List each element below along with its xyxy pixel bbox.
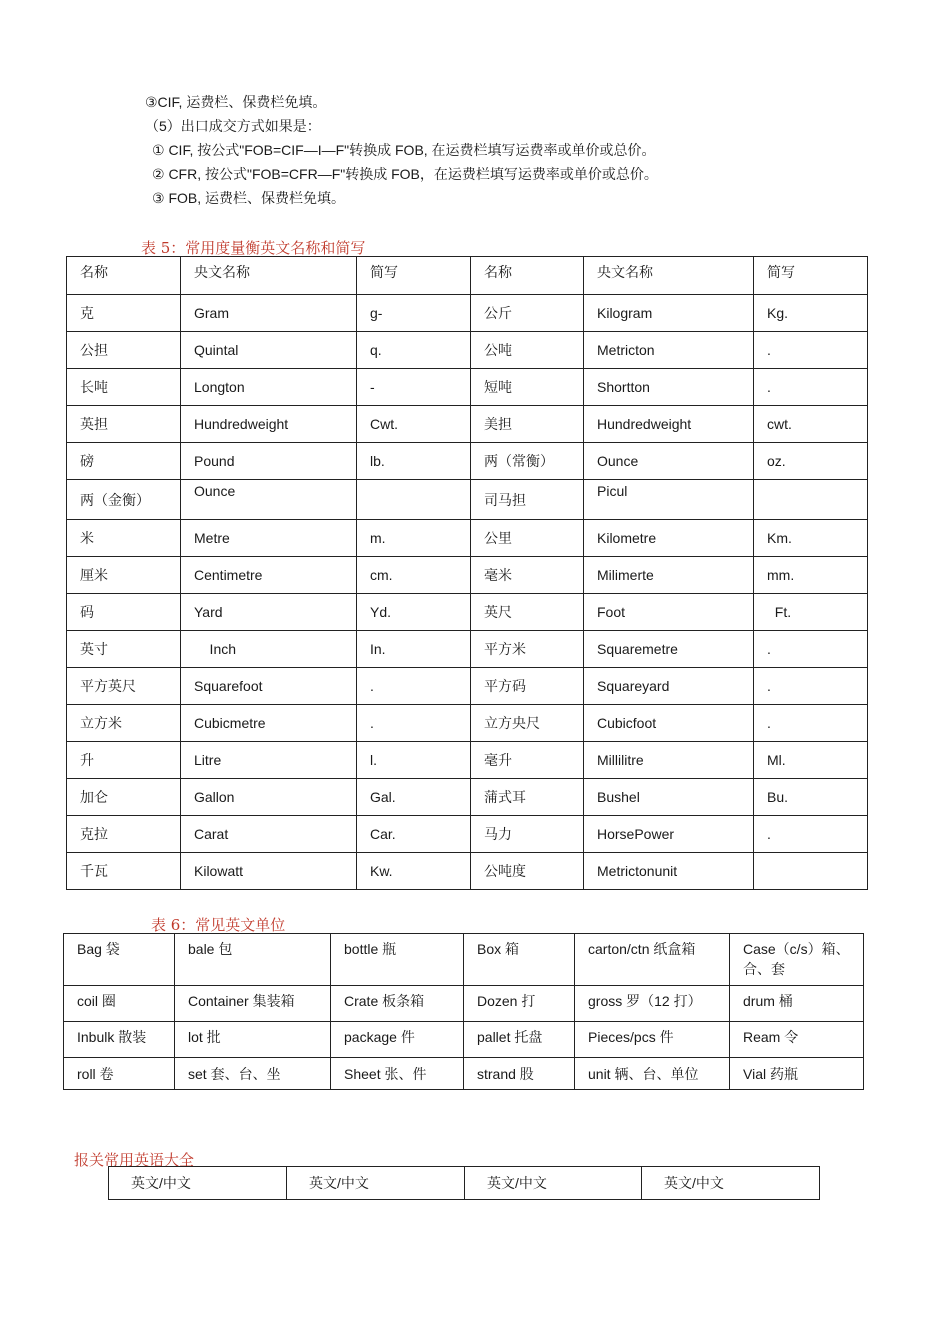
table-cell: Pound <box>181 443 357 480</box>
table-row <box>64 1058 864 1090</box>
table-cell: Ounce <box>181 480 357 520</box>
table-cell <box>357 480 471 520</box>
table-cell: Carat <box>181 816 357 853</box>
table-cell: 立方央尺 <box>471 705 584 742</box>
table-row <box>67 480 868 520</box>
table-cell: 平方码 <box>471 668 584 705</box>
table-cell: g- <box>357 295 471 332</box>
table-cell: 公里 <box>471 520 584 557</box>
table-cell: 司马担 <box>471 480 584 520</box>
table-cell: Cwt. <box>357 406 471 443</box>
table-row <box>67 742 868 779</box>
table-cell: Squarefoot <box>181 668 357 705</box>
header-cell: 名称 <box>471 257 584 295</box>
table-cell: Hundredweight <box>181 406 357 443</box>
table-row <box>67 779 868 816</box>
table-cell: 磅 <box>67 443 181 480</box>
header-cell: 英文/中文 <box>465 1167 642 1200</box>
table-row <box>64 1022 864 1058</box>
table-cell: 英担 <box>67 406 181 443</box>
table-cell: Ft. <box>754 594 868 631</box>
table-cell: Foot <box>584 594 754 631</box>
table7-caption: 报关常用英语大全 <box>74 1151 195 1169</box>
table-cell: 长吨 <box>67 369 181 406</box>
table-cell: Crate 板条箱 <box>331 986 464 1022</box>
table-cell: . <box>754 705 868 742</box>
table-cell: Squaremetre <box>584 631 754 668</box>
customs-terms-table <box>108 1166 820 1200</box>
table-cell: Dozen 打 <box>464 986 575 1022</box>
table-cell: 毫升 <box>471 742 584 779</box>
table-cell: Yd. <box>357 594 471 631</box>
table-cell: Car. <box>357 816 471 853</box>
table-cell: q. <box>357 332 471 369</box>
table-cell: Metrictonunit <box>584 853 754 890</box>
table-cell: Km. <box>754 520 868 557</box>
table-cell: Metre <box>181 520 357 557</box>
table-cell: 平方米 <box>471 631 584 668</box>
header-cell: 简写 <box>754 257 868 295</box>
table-cell: . <box>754 816 868 853</box>
table-cell: 两（常衡） <box>471 443 584 480</box>
table-cell: package 件 <box>331 1022 464 1058</box>
table-cell: Squareyard <box>584 668 754 705</box>
table-cell: Hundredweight <box>584 406 754 443</box>
table-row <box>67 332 868 369</box>
table-cell: Container 集装箱 <box>175 986 331 1022</box>
header-cell: 央文名称 <box>181 257 357 295</box>
table-cell: Bu. <box>754 779 868 816</box>
header-cell: 名称 <box>67 257 181 295</box>
table-cell: coil 圈 <box>64 986 175 1022</box>
table-cell: Vial 药瓶 <box>730 1058 864 1090</box>
table-cell: Kilogram <box>584 295 754 332</box>
table-cell: Milimerte <box>584 557 754 594</box>
table-cell: Bushel <box>584 779 754 816</box>
table-cell: Longton <box>181 369 357 406</box>
table-row <box>64 934 864 986</box>
table-cell: Case（c/s）箱、合、套 <box>730 934 864 986</box>
table-cell: Bag 袋 <box>64 934 175 986</box>
table-cell: set 套、台、坐 <box>175 1058 331 1090</box>
table-cell: 马力 <box>471 816 584 853</box>
table-cell: . <box>357 705 471 742</box>
table-cell: oz. <box>754 443 868 480</box>
table-cell: lb. <box>357 443 471 480</box>
table-cell: Box 箱 <box>464 934 575 986</box>
table-cell: Gram <box>181 295 357 332</box>
table-cell: . <box>754 631 868 668</box>
table-cell: Picul <box>584 480 754 520</box>
table-cell: drum 桶 <box>730 986 864 1022</box>
table-cell: 公吨度 <box>471 853 584 890</box>
table-cell: 码 <box>67 594 181 631</box>
table-row <box>67 520 868 557</box>
intro-line-2: （5）出口成交方式如果是： <box>145 118 321 134</box>
table-cell: In. <box>357 631 471 668</box>
table-cell: lot 批 <box>175 1022 331 1058</box>
table-row <box>64 986 864 1022</box>
table-cell: Millilitre <box>584 742 754 779</box>
table-cell: 美担 <box>471 406 584 443</box>
table-cell: Ounce <box>584 443 754 480</box>
table-cell: 升 <box>67 742 181 779</box>
table-cell: Gal. <box>357 779 471 816</box>
table-cell: . <box>357 668 471 705</box>
intro-line-1: ③CIF, 运费栏、保费栏免填。 <box>145 94 327 110</box>
table-cell: Yard <box>181 594 357 631</box>
table-cell: . <box>754 369 868 406</box>
table-header-row <box>67 257 868 295</box>
table-row <box>67 816 868 853</box>
table-cell: 加仑 <box>67 779 181 816</box>
header-cell: 央文名称 <box>584 257 754 295</box>
table-cell: Ml. <box>754 742 868 779</box>
table-cell: Kw. <box>357 853 471 890</box>
header-cell: 英文/中文 <box>642 1167 820 1200</box>
table-cell: Sheet 张、件 <box>331 1058 464 1090</box>
table-row <box>67 295 868 332</box>
table-cell: 克 <box>67 295 181 332</box>
table-cell: l. <box>357 742 471 779</box>
table-cell: Cubicmetre <box>181 705 357 742</box>
table-cell: 米 <box>67 520 181 557</box>
table-cell: roll 卷 <box>64 1058 175 1090</box>
table-cell: Inbulk 散装 <box>64 1022 175 1058</box>
table-cell: 两（金衡） <box>67 480 181 520</box>
intro-line-5: ③ FOB, 运费栏、保费栏免填。 <box>152 190 345 206</box>
table-cell: Ream 令 <box>730 1022 864 1058</box>
table-cell: bottle 瓶 <box>331 934 464 986</box>
header-cell: 英文/中文 <box>287 1167 465 1200</box>
table-cell: Cubicfoot <box>584 705 754 742</box>
table-cell: cm. <box>357 557 471 594</box>
table-cell: Centimetre <box>181 557 357 594</box>
table-row <box>67 631 868 668</box>
table-cell: carton/ctn 纸盒箱 <box>575 934 730 986</box>
table-cell: 英尺 <box>471 594 584 631</box>
table-cell: 英寸 <box>67 631 181 668</box>
header-cell: 英文/中文 <box>109 1167 287 1200</box>
table-header-row <box>109 1167 820 1200</box>
table-cell: 克拉 <box>67 816 181 853</box>
table-cell: mm. <box>754 557 868 594</box>
measurement-table <box>66 256 868 890</box>
table-cell: gross 罗（12 打） <box>575 986 730 1022</box>
table-cell: Shortton <box>584 369 754 406</box>
table-cell: pallet 托盘 <box>464 1022 575 1058</box>
table-cell: Kilometre <box>584 520 754 557</box>
table-row <box>67 443 868 480</box>
table-cell: Kg. <box>754 295 868 332</box>
table-cell: Litre <box>181 742 357 779</box>
table6-caption: 表 6：常见英文单位 <box>151 916 286 934</box>
table-cell: - <box>357 369 471 406</box>
table-row <box>67 369 868 406</box>
table-cell: Kilowatt <box>181 853 357 890</box>
table-cell: 厘米 <box>67 557 181 594</box>
table-row <box>67 705 868 742</box>
table-cell: . <box>754 332 868 369</box>
table-cell: Gallon <box>181 779 357 816</box>
intro-line-3: ① CIF, 按公式"FOB=CIF—I—F"转换成 FOB, 在运费栏填写运费率或单价或总价。 <box>152 142 656 158</box>
table-cell: 毫米 <box>471 557 584 594</box>
table-cell: Quintal <box>181 332 357 369</box>
table-cell: cwt. <box>754 406 868 443</box>
table-cell: strand 股 <box>464 1058 575 1090</box>
table-cell: . <box>754 668 868 705</box>
table-cell: 公担 <box>67 332 181 369</box>
table-cell: HorsePower <box>584 816 754 853</box>
table5-caption: 表 5：常用度量衡英文名称和简写 <box>141 239 366 257</box>
header-cell: 简写 <box>357 257 471 295</box>
table-cell: bale 包 <box>175 934 331 986</box>
table-cell: 立方米 <box>67 705 181 742</box>
table-cell: 公吨 <box>471 332 584 369</box>
intro-line-4: ② CFR, 按公式"FOB=CFR—F"转换成 FOB，在运费栏填写运费率或单价或总价。 <box>152 166 658 182</box>
table-row <box>67 557 868 594</box>
table-cell: Inch <box>181 631 357 668</box>
table-row <box>67 594 868 631</box>
table-cell <box>754 480 868 520</box>
table-row <box>67 406 868 443</box>
table-row <box>67 853 868 890</box>
table-cell: 蒲式耳 <box>471 779 584 816</box>
table-row <box>67 668 868 705</box>
table-cell: 平方英尺 <box>67 668 181 705</box>
table-cell: unit 辆、台、单位 <box>575 1058 730 1090</box>
table-cell: Pieces/pcs 件 <box>575 1022 730 1058</box>
table-cell: 公斤 <box>471 295 584 332</box>
table-cell: 短吨 <box>471 369 584 406</box>
table-cell: 千瓦 <box>67 853 181 890</box>
units-table <box>63 933 864 1090</box>
table-cell: m. <box>357 520 471 557</box>
table-cell: Metricton <box>584 332 754 369</box>
table-cell <box>754 853 868 890</box>
